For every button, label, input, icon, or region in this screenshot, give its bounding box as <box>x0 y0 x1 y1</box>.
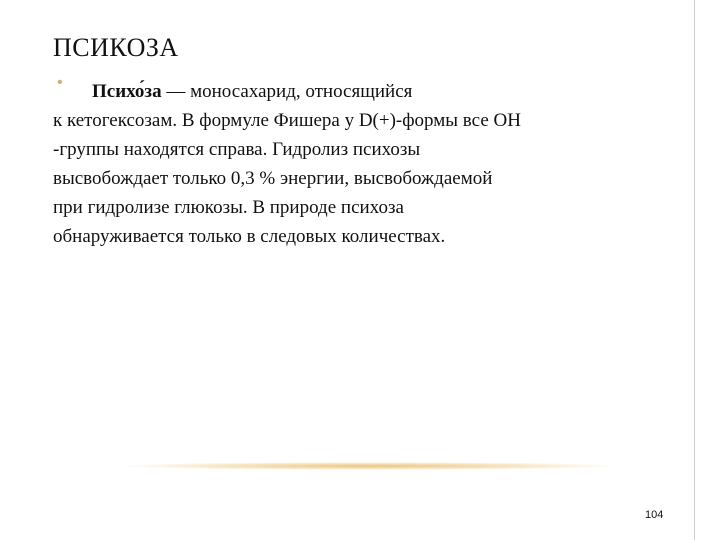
body-line-2: к кетогексозам. В формуле Фишера у D(+)-формы все ОН <box>53 110 521 131</box>
term-psikoza: Психо́за <box>92 81 162 102</box>
slide-border-rule <box>694 0 695 540</box>
page-number: 104 <box>645 509 664 521</box>
decorative-divider <box>125 462 615 470</box>
body-text <box>53 77 673 251</box>
body-line-6: обнаруживается только в следовых количествах. <box>53 226 446 247</box>
slide-title: ПСИКОЗА <box>53 33 179 62</box>
body-line-3: -группы находятся справа. Гидролиз психозы <box>53 139 421 160</box>
body-line-1-rest: — моносахарид, относящийся <box>166 81 413 102</box>
body-line-1 <box>53 77 673 106</box>
body-line-4: высвобождает только 0,3 % энергии, высвобождаемой <box>53 168 493 189</box>
bullet-point: • <box>57 74 63 91</box>
body-line-5: при гидролизе глюкозы. В природе психоза <box>53 197 404 218</box>
